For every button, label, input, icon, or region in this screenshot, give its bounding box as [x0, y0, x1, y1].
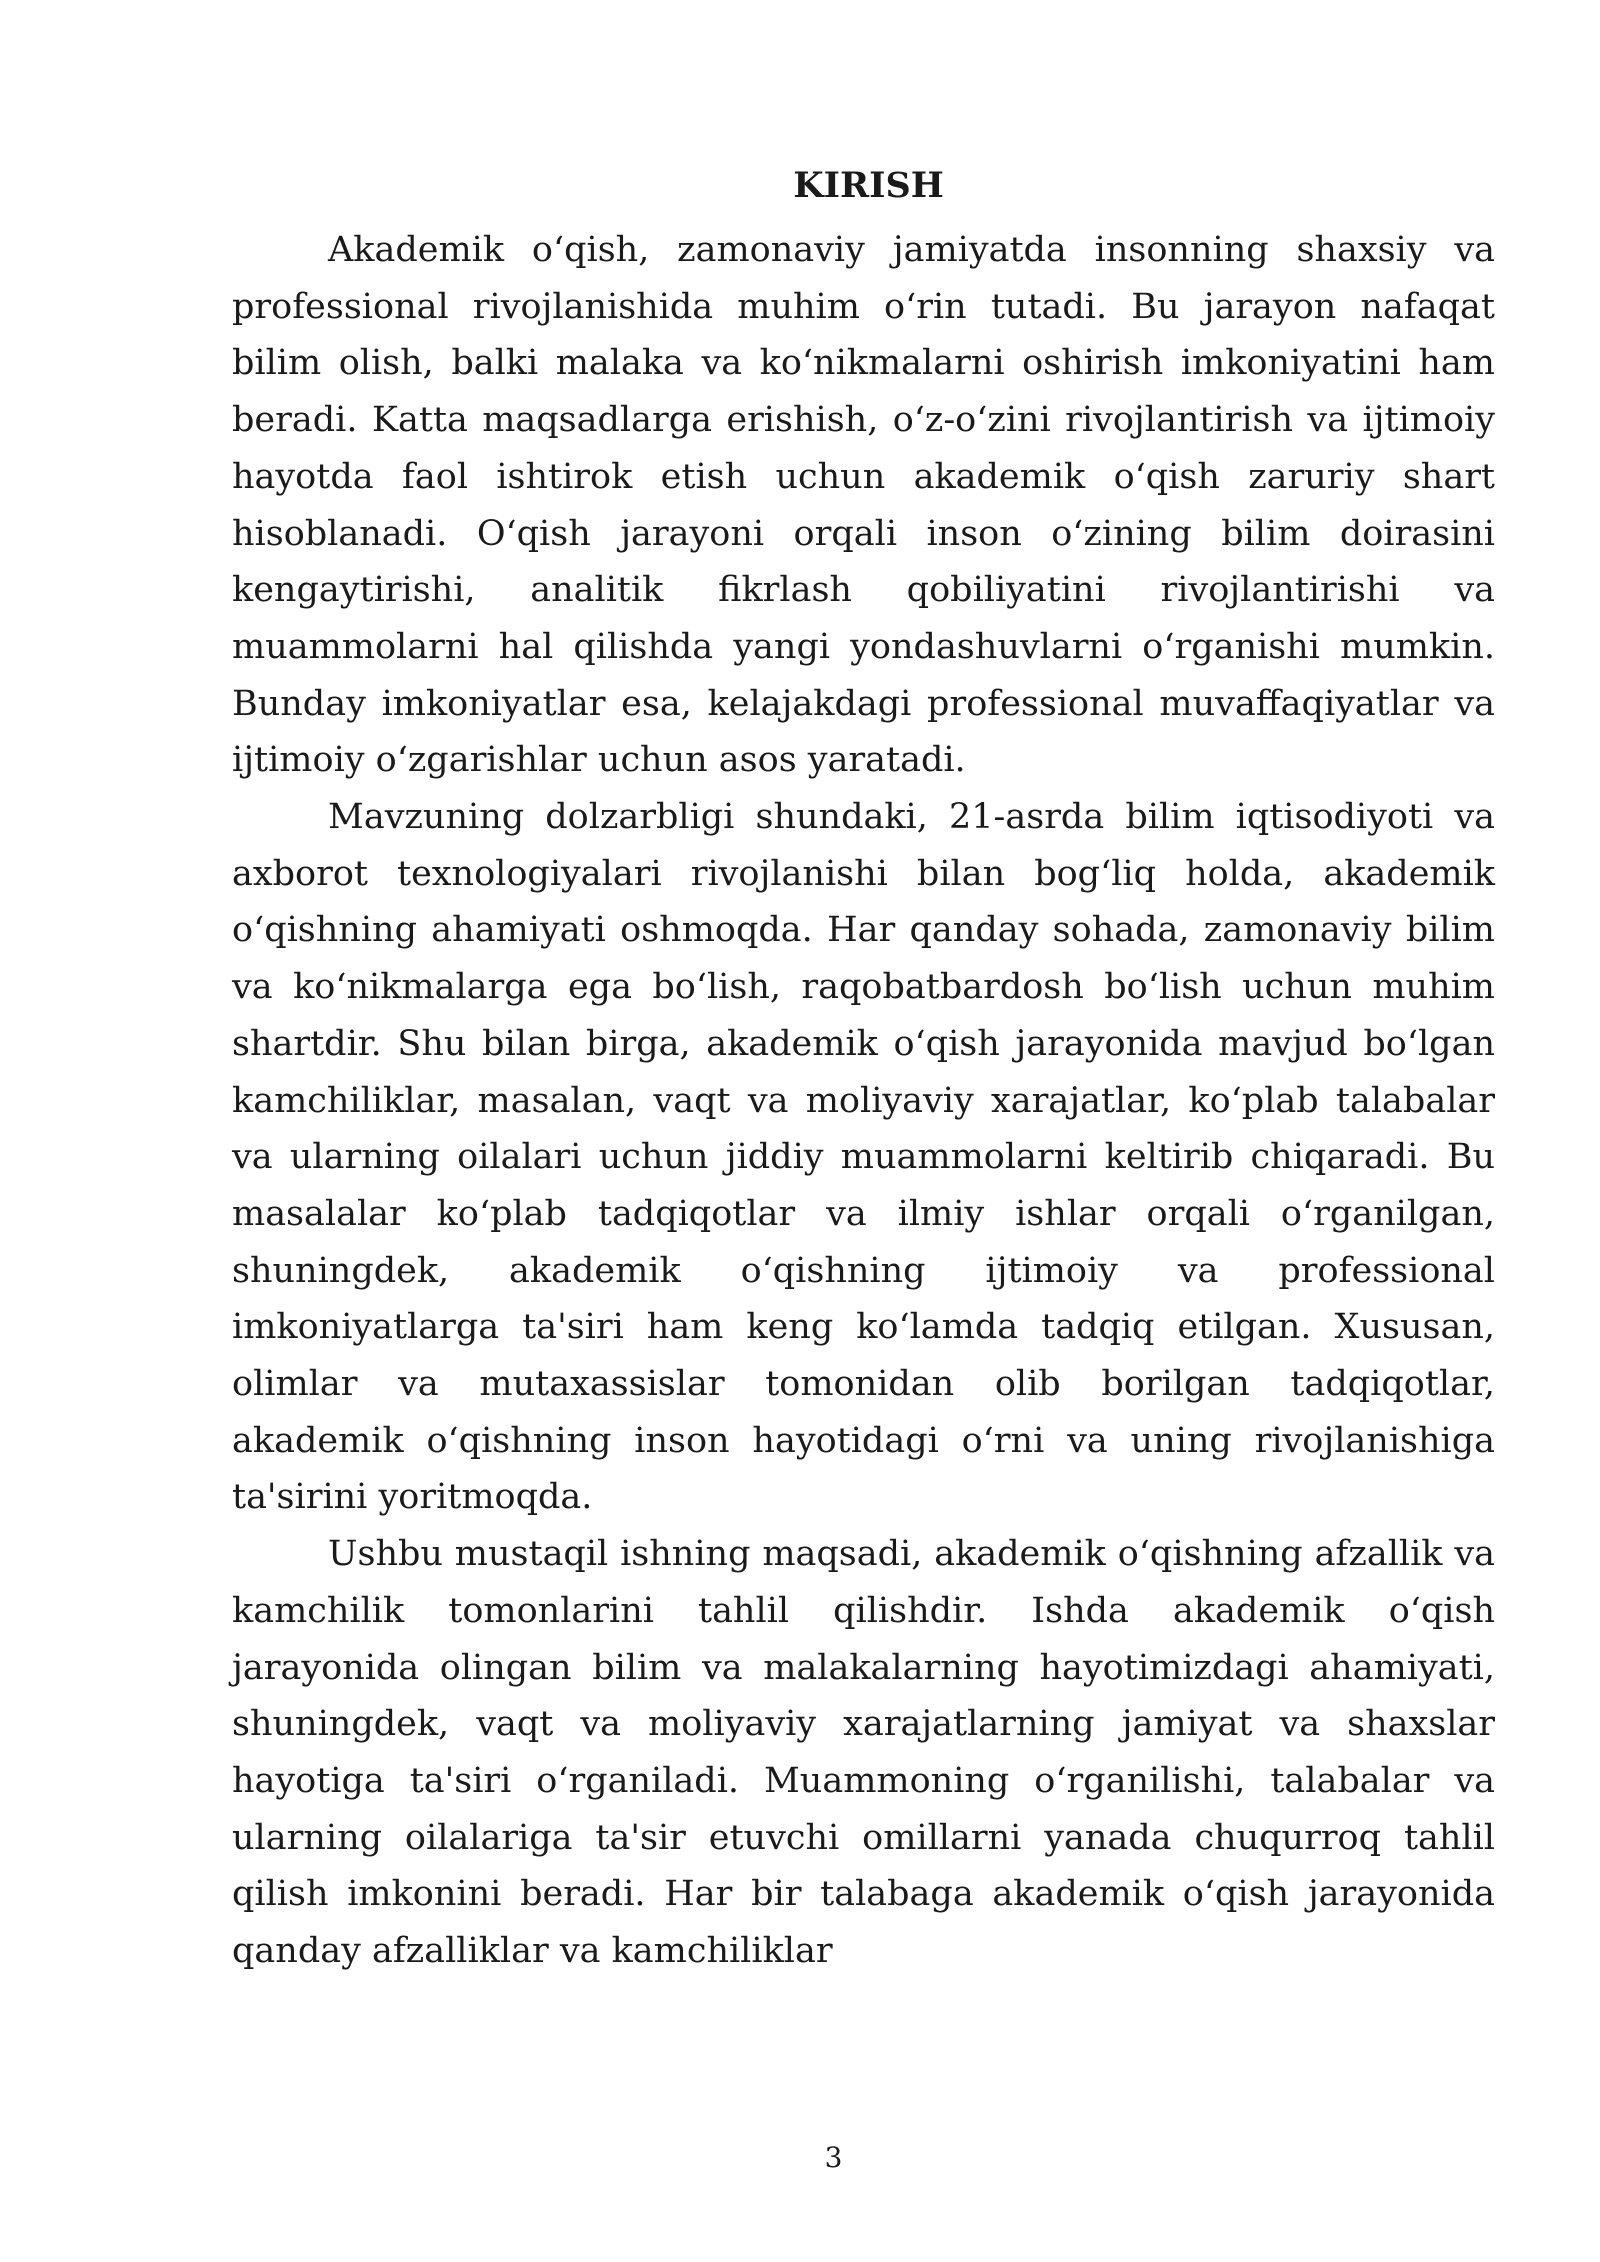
paragraph-introduction: Akademik oʻqish, zamonaviy jamiyatda insonning shaxsiy va professional rivojlanishida muhim oʻrin tutadi. Bu jarayon nafaqat bilim olish, balki malaka va koʻnikmalarni oshirish imkoniyatini ham beradi. Katta maqsadlarga erishish, oʻz-oʻzini rivojlantirish va ijtimoiy hayotda faol ishtirok etish uchun akademik oʻqish zaruriy shart hisoblanadi. Oʻqish jarayoni orqali inson oʻzining bilim doirasini kengaytirishi, analitik fikrlash qobiliyatini rivojlantirishi va muammolarni hal qilishda yangi yondashuvlarni oʻrganishi mumkin. Bunday imkoniyatlar esa, kelajakdagi professional muvaffaqiyatlar va ijtimoiy oʻzgarishlar uchun asos yaratadi. [232, 230, 1495, 781]
page-number: 3 [824, 2141, 843, 2174]
section-title: KIRISH [793, 165, 944, 206]
paragraph-purpose: Ushbu mustaqil ishning maqsadi, akademik oʻqishning afzallik va kamchilik tomonlarini tahlil qilishdir. Ishda akademik oʻqish jarayonida olingan bilim va malakalarning hayotimizdagi ahamiyati, shuningdek, vaqt va moliyaviy xarajatlarning jamiyat va shaxslar hayotiga ta'siri oʻrganiladi. Muammoning oʻrganilishi, talabalar va ularning oilalariga ta'sir etuvchi omillarni yanada chuqurroq tahlil qilish imkonini beradi. Har bir talabaga akademik oʻqish jarayonida qanday afzalliklar va kamchiliklar [232, 1534, 1495, 1972]
paragraph-relevance: Mavzuning dolzarbligi shundaki, 21-asrda bilim iqtisodiyoti va axborot texnologiyalari rivojlanishi bilan bogʻliq holda, akademik oʻqishning ahamiyati oshmoqda. Har qanday sohada, zamonaviy bilim va koʻnikmalarga ega boʻlish, raqobatbardosh boʻlish uchun muhim shartdir. Shu bilan birga, akademik oʻqish jarayonida mavjud boʻlgan kamchiliklar, masalan, vaqt va moliyaviy xarajatlar, koʻplab talabalar va ularning oilalari uchun jiddiy muammolarni keltirib chiqaradi. Bu masalalar koʻplab tadqiqotlar va ilmiy ishlar orqali oʻrganilgan, shuningdek, akademik oʻqishning ijtimoiy va professional imkoniyatlarga ta'siri ham keng koʻlamda tadqiq etilgan. Xususan, olimlar va mutaxassislar tomonidan olib borilgan tadqiqotlar, akademik oʻqishning inson hayotidagi oʻrni va uning rivojlanishiga ta'sirini yoritmoqda. [232, 797, 1495, 1518]
page-content [232, 150, 1495, 1980]
